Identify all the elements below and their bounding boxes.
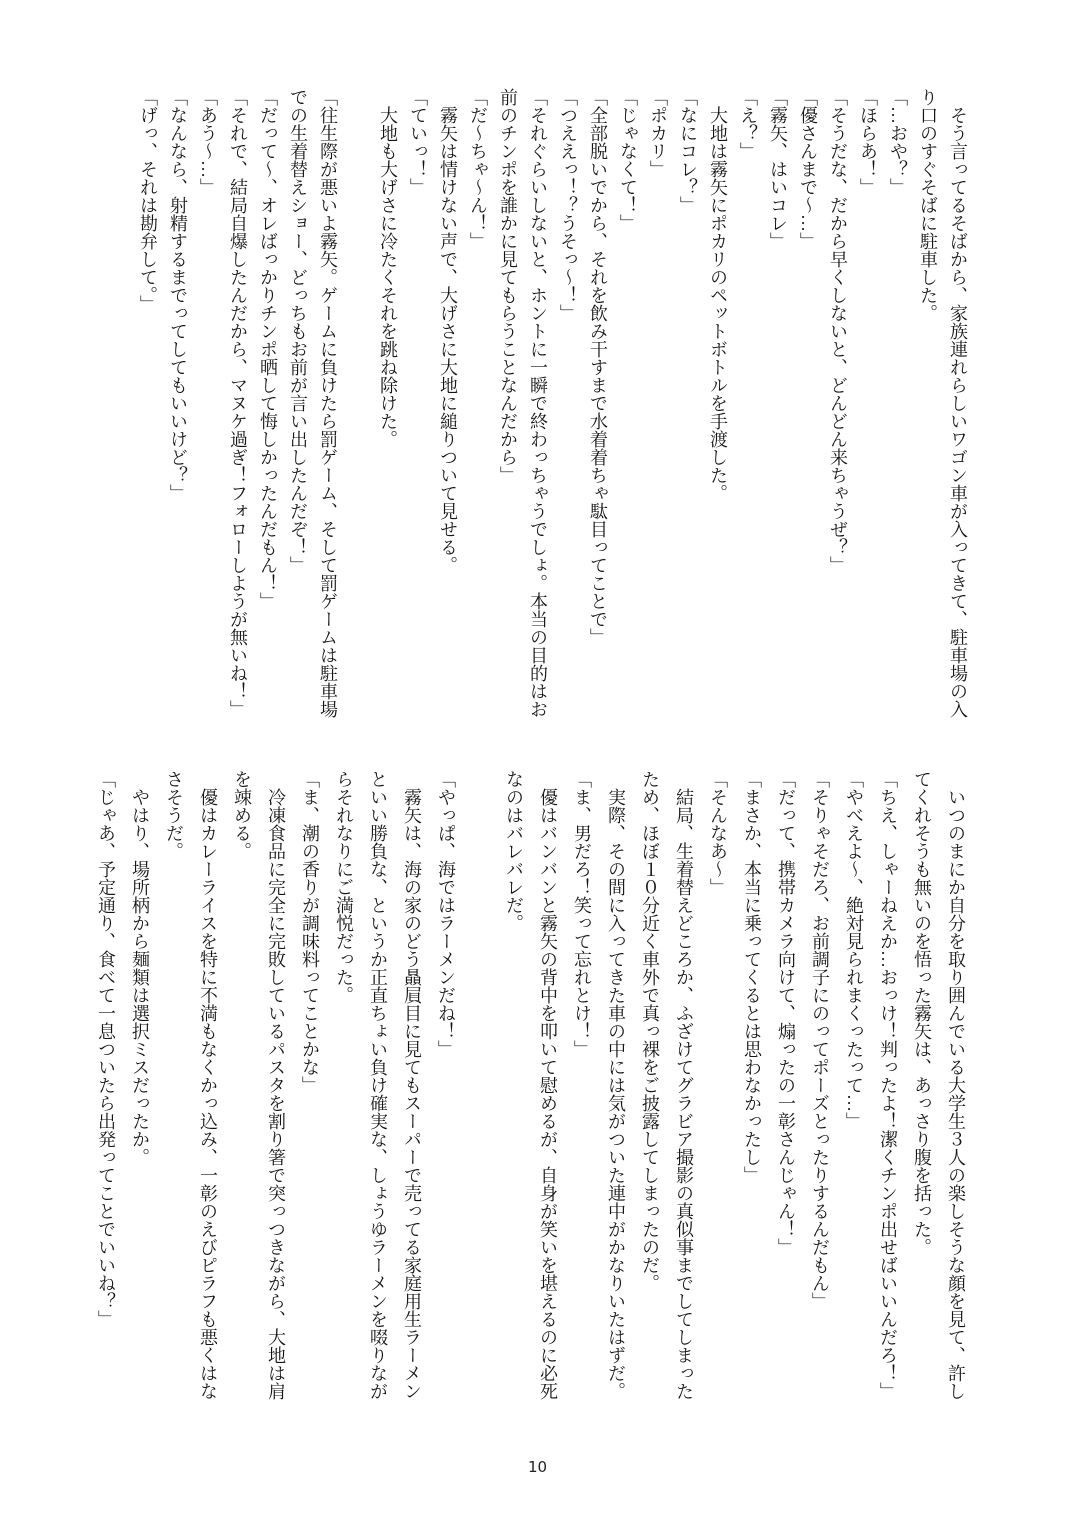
paragraph: 「だ〜ちゃ〜ん！」	[468, 88, 488, 250]
paragraph: 「…おや？」	[888, 88, 908, 196]
paragraph: 結局、生着替えどころか、ふざけてグラビア撮影の真似事までしてしまったため、ほぼ１０分近く車外で真っ裸をご披露してしまったのだ。	[640, 770, 694, 1400]
paragraph: 優はバンバンと霧矢の背中を叩いて慰めるが、自身が笑いを堪えるのに必死なのはバレバレだ。	[504, 770, 558, 1400]
paragraph: 霧矢は、海の家のどう贔屓目に見てもスーパーで売ってる家庭用生ラーメンといい勝負な、というか正直ちょい負け確実な、しょうゆラーメンを啜りながらそれなりにご満悦だった。	[334, 770, 422, 1400]
paragraph: そう言ってるそばから、家族連れらしいワゴン車が入ってきて、駐車場の入り口のすぐそばに駐車した。	[918, 88, 968, 718]
paragraph: 「なにコレ？」	[678, 88, 698, 214]
paragraph: 「やっぱ、海ではラーメンだね！」	[436, 770, 456, 1058]
paragraph: やはり、場所柄から麺類は選択ミスだったか。	[130, 788, 150, 1166]
page-number: 10	[527, 1458, 548, 1476]
paragraph: 「まさか、本当に乗ってくるとは思わなかったし」	[742, 770, 762, 1184]
paragraph: 「ポカリ」	[648, 88, 668, 178]
paragraph: 「それぐらいしないと、ホントに一瞬で終わっちゃうでしょ。本当の目的はお前のチンポを誰かに見てもらうことなんだから」	[498, 88, 548, 718]
paragraph: 「ちえ、しゃーねえか…おっけ！判ったよ！潔くチンポ出せばいいんだろ！」	[878, 770, 898, 1400]
paragraph: 「往生際が悪いよ霧矢。ゲームに負けたら罰ゲーム、そして罰ゲームは駐車場での生着替えショー、どっちもお前が言い出したんだぞ！」	[288, 88, 338, 718]
paragraph: 「なんなら、射精するまでってしてもいいけど？」	[168, 88, 188, 502]
paragraph: 「あう〜…」	[198, 88, 218, 196]
paragraph: 大地は霧矢にポカリのペットボトルを手渡した。	[708, 106, 728, 502]
paragraph: 「ていっ！」	[408, 88, 428, 196]
text-block-top	[133, 88, 973, 718]
paragraph: 「そんなあ〜」	[708, 770, 728, 896]
paragraph: 「そりゃそだろ、お前調子にのってポーズとったりするんだもん」	[810, 770, 830, 1310]
paragraph: 「げっ、それは勘弁して。」	[138, 88, 158, 313]
paragraph: 「それで、結局自爆したんだから、マヌケ過ぎ！フォローしようが無いね！」	[228, 88, 248, 718]
text-block-bottom	[89, 770, 973, 1400]
paragraph: 冷凍食品に完全に完敗しているパスタを割り箸で突っつきながら、大地は肩を竦める。	[232, 770, 286, 1400]
paragraph: 実際、その間に入ってきた車の中には気がついた連中がかなりいたはずだ。	[606, 788, 626, 1400]
paragraph: 「ま、男だろ！笑って忘れとけ！」	[572, 770, 592, 1058]
paragraph: 「優さんまで〜…」	[798, 88, 818, 250]
paragraph: 「霧矢、はいコレ」	[768, 88, 788, 250]
paragraph: 「ほらあ！」	[858, 88, 878, 196]
paragraph: いつのまにか自分を取り囲んでいる大学生３人の楽しそうな顔を見て、許してくれそうも無いのを悟った霧矢は、あっさり腹を括った。	[912, 770, 966, 1400]
paragraph: 「やべえよ〜、絶対見られまくったって…」	[844, 770, 864, 1130]
paragraph: 大地も大げさに冷たくそれを跳ね除けた。	[378, 106, 398, 448]
paragraph	[343, 88, 373, 718]
paragraph: 「じゃなくて！」	[618, 88, 638, 232]
paragraph: 霧矢は情けない声で、大げさに大地に縋りついて見せる。	[438, 106, 458, 574]
paragraph: 「ま、潮の香りが調味料ってことかな」	[300, 770, 320, 1094]
paragraph: 「だって〜、オレばっかりチンポ晒して悔しかったんだもん！」	[258, 88, 278, 610]
paragraph: 「じゃあ、予定通り、食べて一息ついたら出発ってことでいいね？」	[96, 770, 116, 1328]
paragraph: 「つええっ！？うそっ〜！」	[558, 88, 578, 322]
paragraph: 優はカレーライスを特に不満もなくかっ込み、一彰のえびピラフも悪くはなさそうだ。	[164, 770, 218, 1400]
paragraph: 「全部脱いでから、それを飲み干すまで水着着ちゃ駄目ってことで」	[588, 88, 608, 646]
paragraph: 「そうだな、だから早くしないと、どんどん来ちゃうぜ？」	[828, 88, 848, 574]
paragraph	[463, 770, 497, 1400]
paragraph: 「え？」	[738, 88, 758, 160]
paragraph: 「だって、携帯カメラ向けて、煽ったの一彰さんじゃん！」	[776, 770, 796, 1256]
